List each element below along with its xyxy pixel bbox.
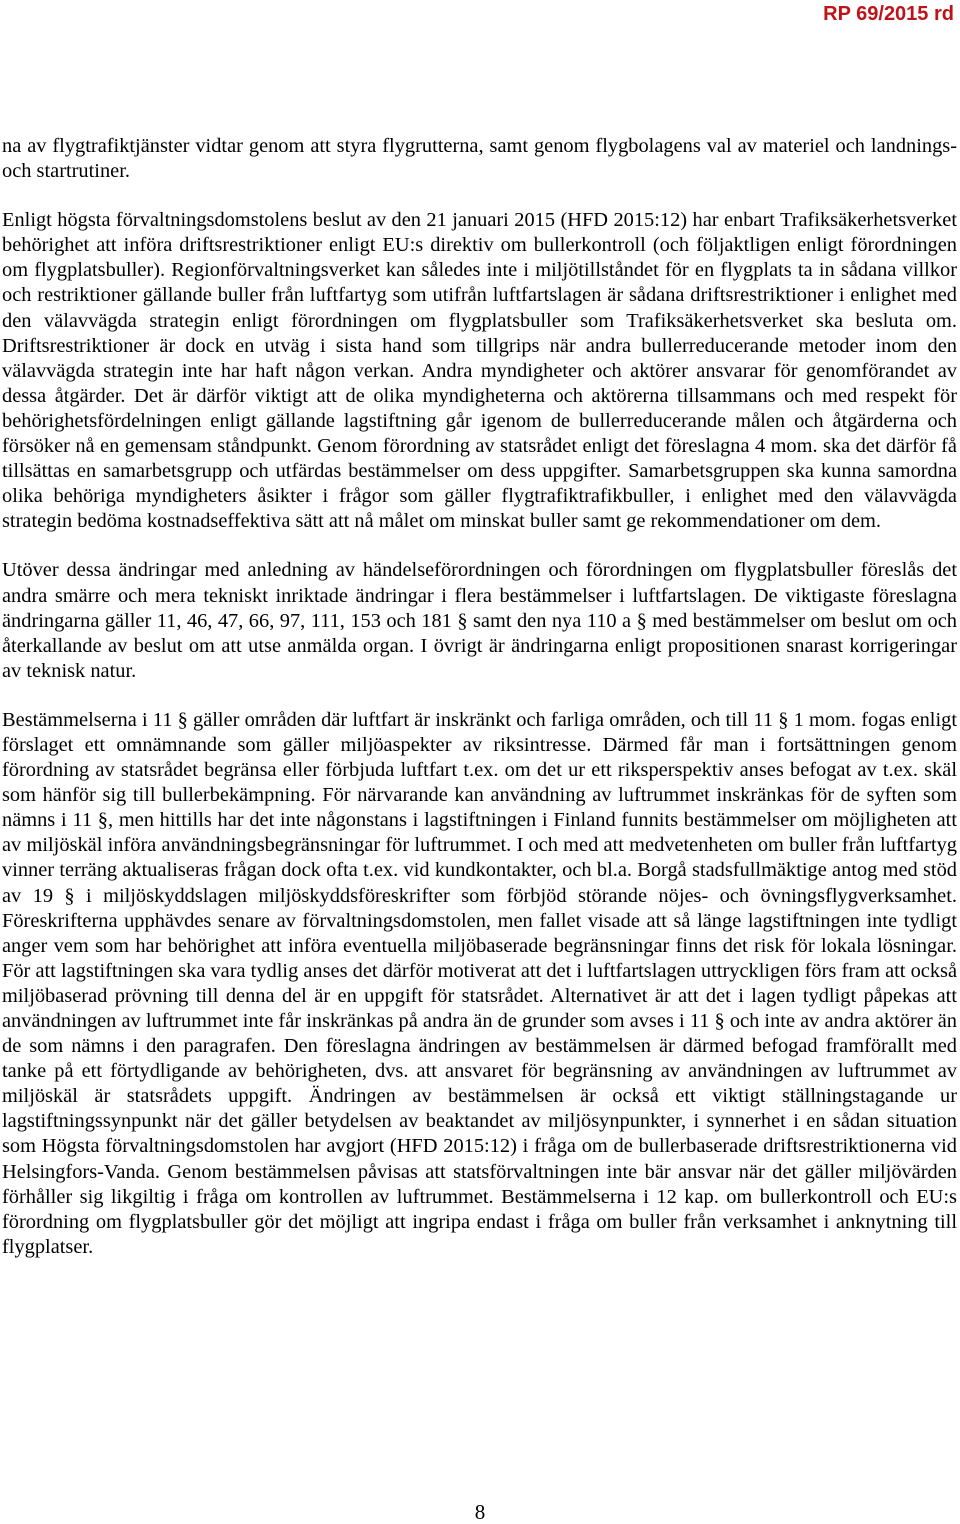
paragraph-hfd-decision: Enligt högsta förvaltningsdomstolens beslut av den 21 januari 2015 (HFD 2015:12) har enbart Trafiksäkerhetsverket behörighet att införa driftsrestriktioner enligt EU:s direktiv om bullerkontroll (och följaktligen enligt förordningen om flygplatsbuller). Regionförvaltningsverket kan således inte i miljötillståndet för en flygplats ta in sådana villkor och restriktioner gällande buller från luftfartyg som utifrån luftfartslagen är sådana driftsrestriktioner i enlighet med den välavvägda strategin enligt förordningen om flygplatsbuller som Trafiksäkerhetsverket ska besluta om. Driftsrestriktioner är dock en utväg i sista hand som tillgrips när andra bullerreducerande metoder inom den välavvägda strategin inte har haft någon verkan. Andra myndigheter och aktörer ansvarar för genomförandet av dessa åtgärder. Det är därför viktigt att de olika myndigheterna och aktörerna tillsammans och med respekt för behörighetsfördelningen enligt gällande lagstiftning går igenom de bullerreducerande målen och åtgärderna och försöker nå en gemensam ståndpunkt. Genom förordning av statsrådet enligt det föreslagna 4 mom. ska det därför få tillsättas en samarbetsgrupp och utfärdas bestämmelser om dess uppgifter. Samarbetsgruppen ska kunna samordna olika behöriga myndigheters åsikter i frågor som gäller flygtrafiktrafikbuller, i enlighet med den välavvägda strategin bedöma kostnadseffektiva sätt att nå målet om minskat buller samt ge rekommendationer om dem.	[2, 209, 957, 533]
page-number: 8	[474, 1500, 486, 1524]
paragraph-section-11: Bestämmelserna i 11 § gäller områden där luftfart är inskränkt och farliga områden, och till 11 § 1 mom. fogas enligt förslaget ett omnämnande som gäller miljöaspekter av riksintresse. Därmed får man i fortsättningen genom förordning av statsrådet begränsa eller förbjuda luftfart t.ex. om det ur ett riksperspektiv anses befogat av t.ex. skäl som hänför sig till bullerbekämpning. För närvarande kan användning av luftrummet inskränkas för de syften som nämns i 11 §, men hittills har det inte någonstans i lagstiftningen i Finland funnits bestämmelser om möjligheten att av miljöskäl införa användningsbegränsningar för luftrummet. I och med att medvetenheten om buller från luftfartyg vinner terräng aktualiseras frågan dock ofta t.ex. vid kundkontakter, och bl.a. Borgå stadsfullmäktige antog med stöd av 19 § i miljöskyddslagen miljöskyddsföreskrifter som förbjöd störande nöjes- och övningsflygverksamhet. Föreskrifterna upphävdes senare av förvaltningsdomstolen, men fallet visade att så länge lagstiftningen inte tydligt anger vem som har behörighet att införa eventuella miljöbaserade begränsningar finns det risk för lokala lösningar. För att lagstiftningen ska vara tydlig anses det därför motiverat att det i luftfartslagen uttryckligen förs fram att också miljöbaserad prövning till denna del är en uppgift för statsrådet. Alternativet är att det i lagen tydligt påpekas att användningen av luftrummet inte får inskränkas på andra än de grunder som avses i 11 § och inte av andra aktörer än de som nämns i den paragrafen. Den föreslagna ändringen av bestämmelsen är därmed befogad framförallt med tanke på ett förtydligande av behörigheten, dvs. att ansvaret för begränsning av användningen av luftrummet av miljöskäl är statsrådets uppgift. Ändringen av bestämmelsen är också ett viktigt ställningstagande ur lagstiftningssynpunkt när det gäller betydelsen av beaktandet av miljösynpunkter, i synnerhet i en sådan situation som Högsta förvaltningsdomstolen har avgjort (HFD 2015:12) i fråga om de bullerbaserade driftsrestriktionerna vid Helsingfors-Vanda. Genom bestämmelsen påvisas att statsförvaltningen inte bär ansvar när det gäller miljövärden förhåller sig likgiltig i fråga om kontrollen av luftrummet. Bestämmelserna i 12 kap. om bullerkontroll och EU:s förordning om flygplatsbuller gör det möjligt att ingripa endast i fråga om buller från verksamhet i anknytning till flygplatser.	[2, 708, 957, 1258]
paragraph-other-amendments: Utöver dessa ändringar med anledning av händelseförordningen och förordningen om flygplatsbuller föreslås det andra smärre och mera tekniskt inriktade ändringar i flera bestämmelser i luftfartslagen. De viktigaste föreslagna ändringarna gäller 11, 46, 47, 66, 97, 111, 153 och 181 § samt den nya 110 a § med bestämmelser om beslut om och återkallande av beslut om att utse anmälda organ. I övrigt är ändringarna enligt propositionen snarast korrigeringar av teknisk natur.	[2, 559, 957, 682]
document-reference: RP 69/2015 rd	[823, 3, 954, 25]
paragraph-continuation: na av flygtrafiktjänster vidtar genom att styra flygrutterna, samt genom flygbolagens val av materiel och landnings- och startrutiner.	[2, 135, 957, 183]
document-body	[2, 134, 957, 1284]
